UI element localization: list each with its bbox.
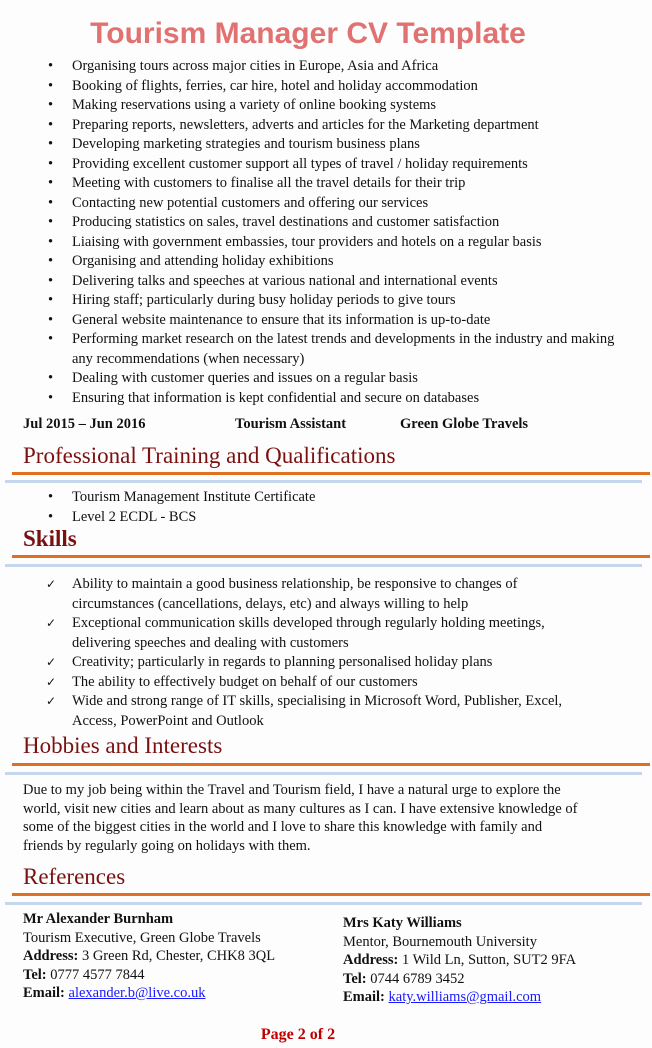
list-item: • Organising tours across major cities in Europe, Asia and Africa [0,57,620,77]
divider [12,763,650,766]
list-item: • Booking of flights, ferries, car hire, hotel and holiday accommodation [0,77,620,97]
list-item: • Preparing reports, newsletters, adverts and articles for the Marketing department [0,116,620,136]
list-item: • Dealing with customer queries and issues on a regular basis [0,369,620,389]
tel-label: Tel: [343,970,367,987]
list-item: • Performing market research on the latest trends and developments in the industry and making any recommendations (when necessary) [0,330,620,369]
list-item: • Delivering talks and speeches at various national and international events [0,272,620,292]
reference-tel: 0777 4577 7844 [50,966,145,983]
divider [5,564,642,567]
list-item: ✓ The ability to effectively budget on behalf of our customers [0,673,590,693]
email-label: Email: [23,985,65,1001]
list-item: • Contacting new potential customers and offering our services [0,194,620,214]
reference-position: Mentor, Bournemouth University [343,933,537,950]
list-item: ✓ Exceptional communication skills developed through regularly holding meetings, delivering speeches and dealing with customers [0,614,590,653]
reference-position: Tourism Executive, Green Globe Travels [23,929,261,946]
job-company: Green Globe Travels [400,416,529,432]
tel-label: Tel: [23,966,47,983]
list-item: • General website maintenance to ensure that its information is up-to-date [0,311,620,331]
section-heading-hobbies: Hobbies and Interests [23,733,223,758]
training-list [0,488,315,527]
list-item: ✓ Wide and strong range of IT skills, specialising in Microsoft Word, Publisher, Excel, Access, PowerPoint and Outlook [0,692,590,731]
reference-name: Mr Alexander Burnham [23,911,174,927]
reference-name: Mrs Katy Williams [343,915,462,931]
document-title: Tourism Manager CV Template [90,17,526,50]
reference-2 [343,914,576,1007]
list-item: • Level 2 ECDL - BCS [0,508,315,528]
list-item: • Organising and attending holiday exhibitions [0,252,620,272]
section-heading-skills: Skills [23,526,77,551]
divider [5,902,642,905]
skills-list [0,575,590,731]
list-item: ✓ Ability to maintain a good business relationship, be responsive to changes of circumstances (cancellations, delays, etc) and always willing to help [0,575,590,614]
reference-tel: 0744 6789 3452 [370,970,465,987]
list-item: • Ensuring that information is kept confidential and secure on databases [0,389,620,409]
address-label: Address: [343,952,399,968]
job-role: Tourism Assistant [235,416,347,432]
page-number: Page 2 of 2 [260,1026,336,1043]
list-item: • Hiring staff; particularly during busy holiday periods to give tours [0,291,620,311]
divider [5,772,642,775]
list-item: • Producing statistics on sales, travel destinations and customer satisfaction [0,213,620,233]
reference-email-link[interactable]: alexander.b@live.co.uk [68,985,206,1001]
address-label: Address: [23,948,79,964]
divider [5,480,642,483]
reference-address: 3 Green Rd, Chester, CHK8 3QL [81,948,276,964]
job-dates: Jul 2015 – Jun 2016 [23,416,146,432]
list-item: • Meeting with customers to finalise all the travel details for their trip [0,174,620,194]
section-heading-references: References [23,864,126,889]
list-item: • Tourism Management Institute Certificate [0,488,315,508]
list-item: ✓ Creativity; particularly in regards to planning personalised holiday plans [0,653,590,673]
section-heading-training: Professional Training and Qualifications [23,443,396,468]
divider [12,472,650,475]
list-item: • Liaising with government embassies, tour providers and hotels on a regular basis [0,233,620,253]
list-item: • Developing marketing strategies and tourism business plans [0,135,620,155]
reference-email-link[interactable]: katy.williams@gmail.com [388,989,542,1005]
duties-list [0,57,620,408]
reference-address: 1 Wild Ln, Sutton, SUT2 9FA [401,952,577,968]
hobbies-text: Due to my job being within the Travel and Tourism field, I have a natural urge to explore the world, visit new cities and learn about as many cultures as I can. I have extensive knowledge of some of the biggest cities in the world and I love to share this knowledge with family and friends by regularly going on holidays with them. [23,782,578,854]
email-label: Email: [343,989,385,1005]
divider [12,555,650,558]
reference-1 [23,910,275,1003]
list-item: • Providing excellent customer support all types of travel / holiday requirements [0,155,620,175]
divider [12,893,650,896]
list-item: • Making reservations using a variety of online booking systems [0,96,620,116]
